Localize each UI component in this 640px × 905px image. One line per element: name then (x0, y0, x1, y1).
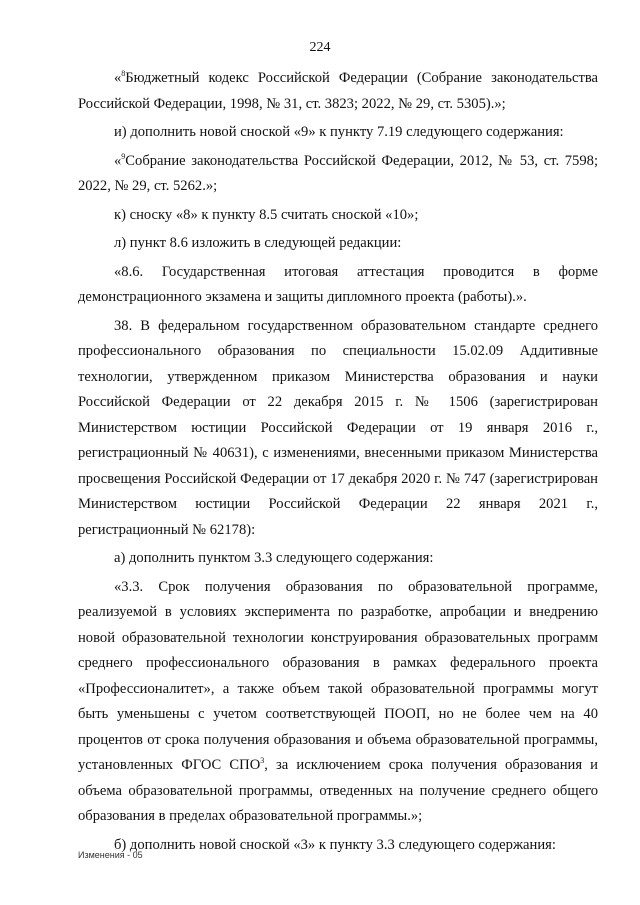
footnote-8-text: «$^8$Бюджетный кодекс Российской Федерации (Собрание законодательства Российской Федерации, 1998, № 31, ст. 3823; 2022, № 29, ст. 5305).»; (78, 69, 598, 112)
footnote-marker: 3 (260, 756, 265, 766)
footnote-marker: 8 (121, 69, 126, 79)
amendment-item-b: б) дополнить новой сноской «3» к пункту 3.3 следующего содержания: (114, 836, 556, 853)
footnote-marker: 9 (121, 151, 126, 161)
amendment-item-l: л) пункт 8.6 изложить в следующей редакции: (114, 235, 402, 251)
amendment-item-k: к) сноску «8» к пункту 8.5 считать сноской «10»; (114, 206, 419, 223)
document-body (78, 66, 598, 858)
clause-8-6: «8.6. Государственная итоговая аттестация проводится в форме демонстрационного экзамена и защиты дипломного проекта (работы).». (78, 263, 598, 305)
clause-3-3: «3.3. Срок получения образования по образовательной программе, реализуемой в условиях эксперимента по разработке, апробации и внедрению новой образовательной технологии конструирования образовательных программ среднего профессионального образования в рамках федерального проекта «Профессионалитет», а также объем такой образовательной программы могут быть уменьшены с учетом соответствующей ПООП, но не более чем на 40 процентов от срока получения образования и объема образовательной программы, установленных ФГОС СПО$^3$, за исключением срока получения образования и объема образовательной программы, отведенных на получение среднего общего образования в пределах образовательной программы.»; (78, 578, 598, 824)
amendment-item-i: и) дополнить новой сноской «9» к пункту 7.19 следующего содержания: (114, 124, 564, 140)
amendment-item-a: а) дополнить пунктом 3.3 следующего содержания: (114, 550, 434, 566)
page-number: 224 (309, 40, 331, 55)
footnote-9-text: «$^9$Собрание законодательства Российской Федерации, 2012, № 53, ст. 7598; 2022, № 29, ст. 5262.»; (78, 151, 598, 194)
footer-note: Изменения - 05 (78, 850, 143, 860)
section-38: 38. В федеральном государственном образовательном стандарте среднего профессионального образования по специальности 15.02.09 Аддитивные технологии, утвержденном приказом Министерства образования и науки Российской Федерации от 22 декабря 2015 г. № 1506 (зарегистрирован Министерством юстиции Российской Федерации от 19 января 2016 г., регистрационный № 40631), с изменениями, внесенными приказом Министерства просвещения Российской Федерации от 17 декабря 2020 г. № 747 (зарегистрирован Министерством юстиции Российской Федерации 22 января 2021 г., регистрационный № 62178): (78, 317, 598, 538)
